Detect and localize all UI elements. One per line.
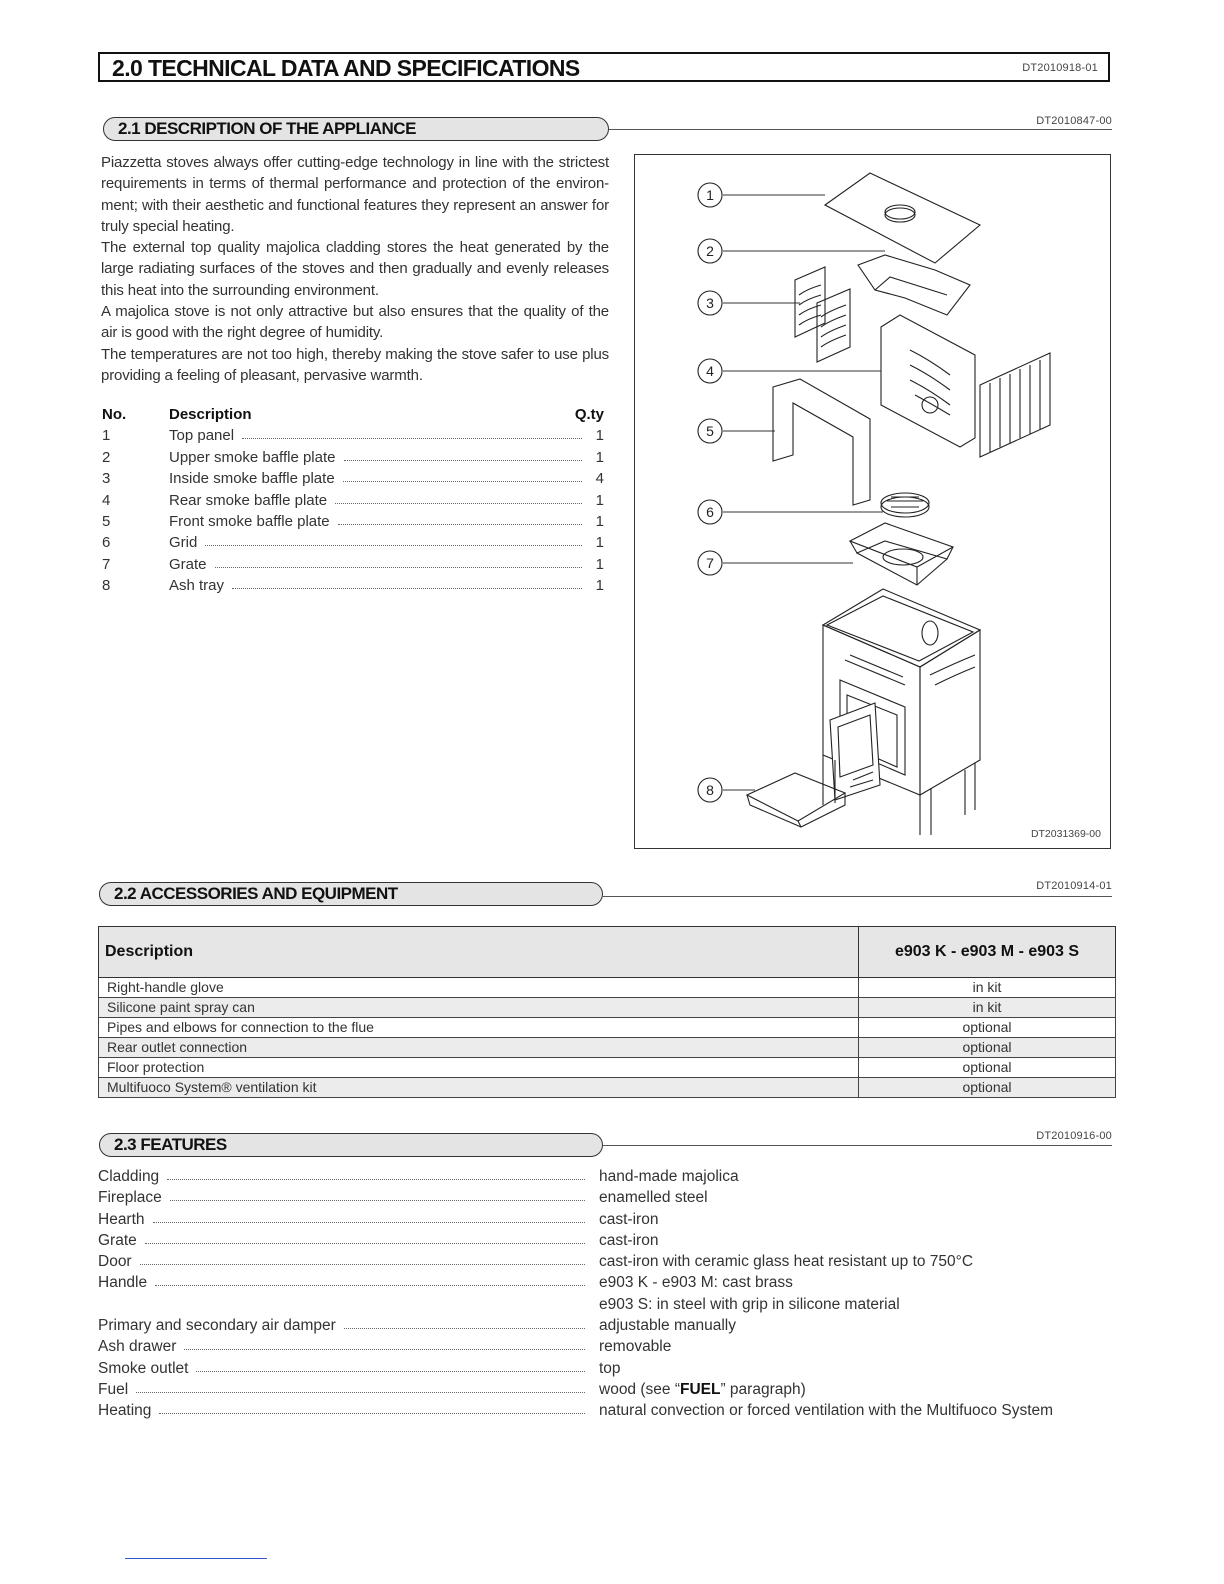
parts-list-header	[102, 404, 604, 425]
part-number: 3	[102, 470, 111, 488]
part-qty: 1	[595, 577, 604, 595]
part-number: 4	[102, 491, 111, 509]
dot-leader	[153, 1209, 585, 1223]
dot-leader	[184, 1336, 585, 1350]
callout-number: 2	[706, 243, 714, 259]
parts-list-item	[102, 490, 604, 511]
footer-link-line	[125, 1558, 267, 1559]
grid-part	[881, 493, 929, 517]
callout-2	[698, 239, 722, 263]
section-divider	[609, 129, 1112, 130]
section-2-3-heading: 2.3 FEATURES	[99, 1133, 603, 1157]
accessory-availability: optional	[859, 1018, 1116, 1038]
section-divider	[603, 896, 1112, 897]
dot-leader	[344, 447, 583, 461]
feature-label: Primary and secondary air damper	[98, 1317, 336, 1335]
dot-leader	[338, 511, 582, 525]
callout-number: 5	[706, 423, 714, 439]
feature-row	[98, 1379, 1108, 1400]
part-number: 7	[102, 555, 111, 573]
feature-row	[98, 1209, 1108, 1230]
table-row	[99, 998, 1116, 1018]
description-paragraph: Piazzetta stoves always offer cutting-edge technology in line with the strictest requirements in terms of thermal performance and protection of the environ-ment; with their aesthetic and functional features they represent an answer for truly special heating.	[101, 154, 609, 235]
feature-row	[98, 1272, 1108, 1293]
parts-header-description: Description	[169, 406, 252, 423]
callout-number: 6	[706, 504, 714, 520]
feature-value: e903 K - e903 M: cast brass	[599, 1274, 793, 1292]
feature-value: natural convection or forced ventilation with the Multifuoco System	[599, 1402, 1054, 1420]
parts-header-qty: Q.ty	[574, 406, 604, 423]
accessory-availability: optional	[859, 1058, 1116, 1078]
accessory-availability: in kit	[859, 978, 1116, 998]
part-number: 8	[102, 577, 111, 595]
feature-row	[98, 1251, 1108, 1272]
accessory-description: Floor protection	[99, 1058, 859, 1078]
section-2-1-code: DT2010847-00	[1036, 115, 1112, 127]
callout-number: 3	[706, 295, 714, 311]
dot-leader	[196, 1358, 585, 1372]
feature-row	[98, 1230, 1108, 1251]
main-header	[98, 52, 1110, 82]
feature-label: Cladding	[98, 1168, 160, 1185]
stove-body	[823, 589, 980, 835]
col-description-header: Description	[99, 927, 859, 978]
feature-value: e903 S: in steel with grip in silicone material	[599, 1295, 900, 1313]
inside-baffle-part	[795, 267, 850, 362]
accessory-description: Silicone paint spray can	[99, 998, 859, 1018]
parts-list-item	[102, 425, 604, 446]
part-description: Front smoke baffle plate	[169, 512, 330, 530]
table-row	[99, 1038, 1116, 1058]
accessory-description: Rear outlet connection	[99, 1038, 859, 1058]
feature-value: top	[599, 1359, 621, 1377]
feature-value: cast-iron	[599, 1231, 659, 1249]
feature-label: Fireplace	[98, 1189, 162, 1207]
feature-row	[98, 1358, 1108, 1379]
table-row	[99, 978, 1116, 998]
dot-leader	[140, 1251, 585, 1265]
feature-row	[98, 1336, 1108, 1357]
feature-label: Grate	[98, 1231, 137, 1249]
parts-list-item	[102, 575, 604, 596]
accessory-availability: optional	[859, 1038, 1116, 1058]
parts-header-no: No.	[102, 406, 127, 423]
dot-leader	[136, 1379, 585, 1393]
features-list	[98, 1166, 1108, 1422]
dot-leader	[232, 575, 582, 589]
feature-value: hand-made majolica	[599, 1168, 739, 1185]
table-row	[99, 1078, 1116, 1098]
dot-leader	[159, 1400, 585, 1414]
callout-8	[698, 778, 722, 802]
part-qty: 4	[595, 470, 604, 488]
parts-list-item	[102, 447, 604, 468]
description-paragraph: The temperatures are not too high, thereby making the stove safer to use plus providing a feeling of pleasant, pervasive warmth.	[101, 345, 609, 384]
feature-row	[98, 1400, 1108, 1421]
feature-row	[98, 1166, 1108, 1187]
drawing-code: DT2031369-00	[1030, 828, 1101, 840]
part-number: 2	[102, 448, 111, 466]
callout-number: 7	[706, 555, 714, 571]
feature-value: cast-iron	[599, 1210, 659, 1228]
feature-label: Heating	[98, 1402, 152, 1420]
part-number: 1	[102, 427, 111, 445]
feature-value: wood (see “FUEL” paragraph)	[599, 1380, 806, 1398]
col-models-header: e903 K - e903 M - e903 S	[859, 927, 1116, 978]
dot-leader	[335, 490, 582, 504]
callout-4	[698, 359, 722, 383]
section-2-3-code: DT2010916-00	[1036, 1130, 1112, 1142]
dot-leader	[344, 1315, 585, 1329]
section-2-2-heading: 2.2 ACCESSORIES AND EQUIPMENT	[99, 882, 603, 906]
parts-list	[102, 404, 604, 597]
accessory-description: Right-handle glove	[99, 978, 859, 998]
callout-number: 1	[706, 187, 714, 203]
parts-list-item	[102, 511, 604, 532]
feature-label: Handle	[98, 1274, 148, 1292]
part-qty: 1	[595, 534, 604, 552]
callout-1	[698, 183, 722, 207]
table-row	[99, 1018, 1116, 1038]
feature-value: enamelled steel	[599, 1189, 708, 1207]
rear-baffle-part	[881, 315, 1050, 457]
part-description: Ash tray	[169, 577, 225, 595]
part-description: Upper smoke baffle plate	[169, 448, 336, 466]
parts-list-item	[102, 468, 604, 489]
accessory-availability: in kit	[859, 998, 1116, 1018]
feature-label: Smoke outlet	[98, 1359, 189, 1377]
part-qty: 1	[595, 427, 604, 445]
parts-list-item	[102, 532, 604, 553]
feature-label: Hearth	[98, 1210, 145, 1228]
part-description: Top panel	[169, 427, 235, 445]
dot-leader	[170, 1187, 585, 1201]
dot-leader	[343, 468, 582, 482]
dot-leader	[155, 1272, 585, 1286]
callout-number: 8	[706, 782, 714, 798]
dot-leader	[205, 532, 582, 546]
accessory-availability: optional	[859, 1078, 1116, 1098]
feature-label: Door	[98, 1253, 132, 1271]
appliance-description	[101, 152, 609, 386]
dot-leader	[145, 1230, 585, 1244]
section-2-2-code: DT2010914-01	[1036, 880, 1112, 892]
parts-list-item	[102, 554, 604, 575]
dot-leader	[215, 554, 582, 568]
dot-leader	[242, 425, 582, 439]
table-row	[99, 1058, 1116, 1078]
callout-3	[698, 291, 722, 315]
section-2-1-heading: 2.1 DESCRIPTION OF THE APPLIANCE	[103, 117, 609, 141]
section-divider	[603, 1145, 1112, 1146]
callout-number: 4	[706, 363, 714, 379]
part-description: Inside smoke baffle plate	[169, 470, 335, 488]
feature-value: removable	[599, 1338, 672, 1356]
part-number: 5	[102, 512, 111, 530]
top-panel-part	[825, 173, 980, 263]
page-title: 2.0 TECHNICAL DATA AND SPECIFICATIONS	[112, 55, 580, 81]
feature-row	[98, 1294, 1108, 1315]
exploded-drawing	[634, 154, 1111, 849]
part-qty: 1	[595, 512, 604, 530]
feature-value: adjustable manually	[599, 1317, 737, 1335]
accessories-table	[98, 926, 1116, 1098]
feature-row	[98, 1315, 1108, 1336]
description-paragraph: The external top quality majolica cladding stores the heat generated by the large radiating surfaces of the stoves and then gradually and evenly releases this heat into the surrounding environment.	[101, 239, 609, 299]
part-description: Grate	[169, 555, 207, 573]
grate-part	[850, 523, 953, 585]
document-code: DT2010918-01	[1022, 62, 1098, 74]
part-qty: 1	[595, 448, 604, 466]
accessory-description: Multifuoco System® ventilation kit	[99, 1078, 859, 1098]
feature-label: Fuel	[98, 1380, 129, 1398]
feature-row	[98, 1187, 1108, 1208]
part-number: 6	[102, 534, 111, 552]
dot-leader	[167, 1166, 585, 1180]
callout-7	[698, 551, 722, 575]
part-qty: 1	[595, 555, 604, 573]
description-paragraph: A majolica stove is not only attractive but also ensures that the quality of the air is good with the right degree of humidity.	[101, 303, 609, 342]
accessories-table-header	[99, 927, 1116, 978]
feature-label: Ash drawer	[98, 1338, 177, 1356]
part-description: Rear smoke baffle plate	[169, 491, 328, 509]
front-baffle-part	[773, 379, 870, 505]
callout-6	[698, 500, 722, 524]
exploded-view-svg	[635, 155, 1109, 847]
part-description: Grid	[169, 534, 198, 552]
part-qty: 1	[595, 491, 604, 509]
feature-value: cast-iron with ceramic glass heat resistant up to 750°C	[599, 1253, 974, 1271]
accessory-description: Pipes and elbows for connection to the flue	[99, 1018, 859, 1038]
callout-5	[698, 419, 722, 443]
ash-tray-part	[747, 773, 845, 821]
